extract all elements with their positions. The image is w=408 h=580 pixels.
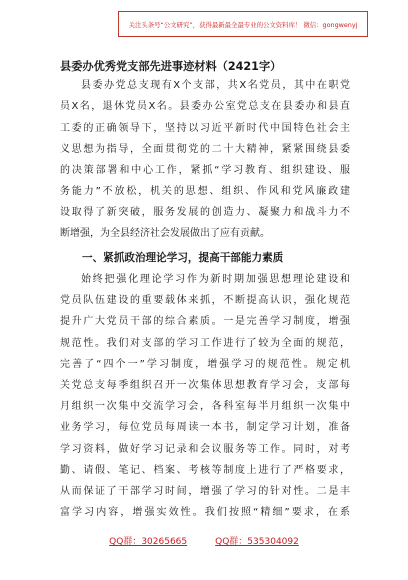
intro-line: 务能力”不放松，机关的思想、组织、作风和党风廉政建 [60,186,350,197]
intro-line: 工委的正确领导下，坚持以习近平新时代中国特色社会主 [60,123,350,134]
section-line: 始终把强化理论学习作为新时期加强思想理论建设和 [81,274,350,285]
intro-line: 员X名，退休党员X名。县委办公室党总支在县委办和县直 [60,101,350,112]
intro-line: 断增强，为全县经济社会发展做出了应有贡献。 [60,228,270,239]
footer-qq-group-2[interactable]: QQ群：535304092 [215,537,299,547]
section-line: 勤、请假、笔记、档案、考核等制度上进行了严格要求， [60,465,350,476]
section-line: 富学习内容，增强实效性。我们按照“精细”要求，在系 [60,507,350,518]
footer [0,534,408,547]
intro-line: 设取得了新突破，服务发展的创造力、凝聚力和战斗力不 [60,207,350,218]
header-banner [118,11,368,37]
intro-line: 的决策部署和中心工作，紧抓“学习教育、组织建设、服 [60,165,350,176]
section-line: 党员队伍建设的重要载体来抓，不断提高认识，强化规范 [60,295,350,306]
intro-line: 义思想为指导，全面贯彻党的二十大精神，紧紧围绕县委 [60,144,350,155]
section-line: 从而保证了干部学习时间，增强了学习的针对性。二是丰 [60,486,350,497]
section-line: 完善了“四个一”学习制度，增强学习的规范性。规定机 [60,359,350,370]
intro-line: 县委办党总支现有X个支部，共X名党员，其中在职党 [81,80,350,91]
footer-qq-group-1[interactable]: QQ群：30265665 [109,537,188,547]
section-line: 提升广大党员干部的综合素质。一是完善学习制度，增强 [60,316,350,327]
section-line: 关党总支每季组织召开一次集体思想教育学习会，支部每 [60,380,350,391]
section-line: 月组织一次集中交流学习会，各科室每半月组织一次集中 [60,401,350,412]
section-line: 学习资料，做好学习记录和会议服务等工作。同时，对考 [60,444,350,455]
section-line: 规范性。我们对支部的学习工作进行了较为全面的规范， [60,338,350,349]
document-title: 县委办优秀党支部先进事迹材料（2421字） [60,60,282,73]
header-banner-text: 关注头条号“公文研究”，获得最新最全最专业的公文资料库！ 微信：gongwenyj [128,20,358,29]
section-heading: 一、紧抓政治理论学习，提高干部能力素质 [82,252,284,264]
section-line: 业务学习，每位党员每周读一本书，制定学习计划，准备 [60,422,350,433]
